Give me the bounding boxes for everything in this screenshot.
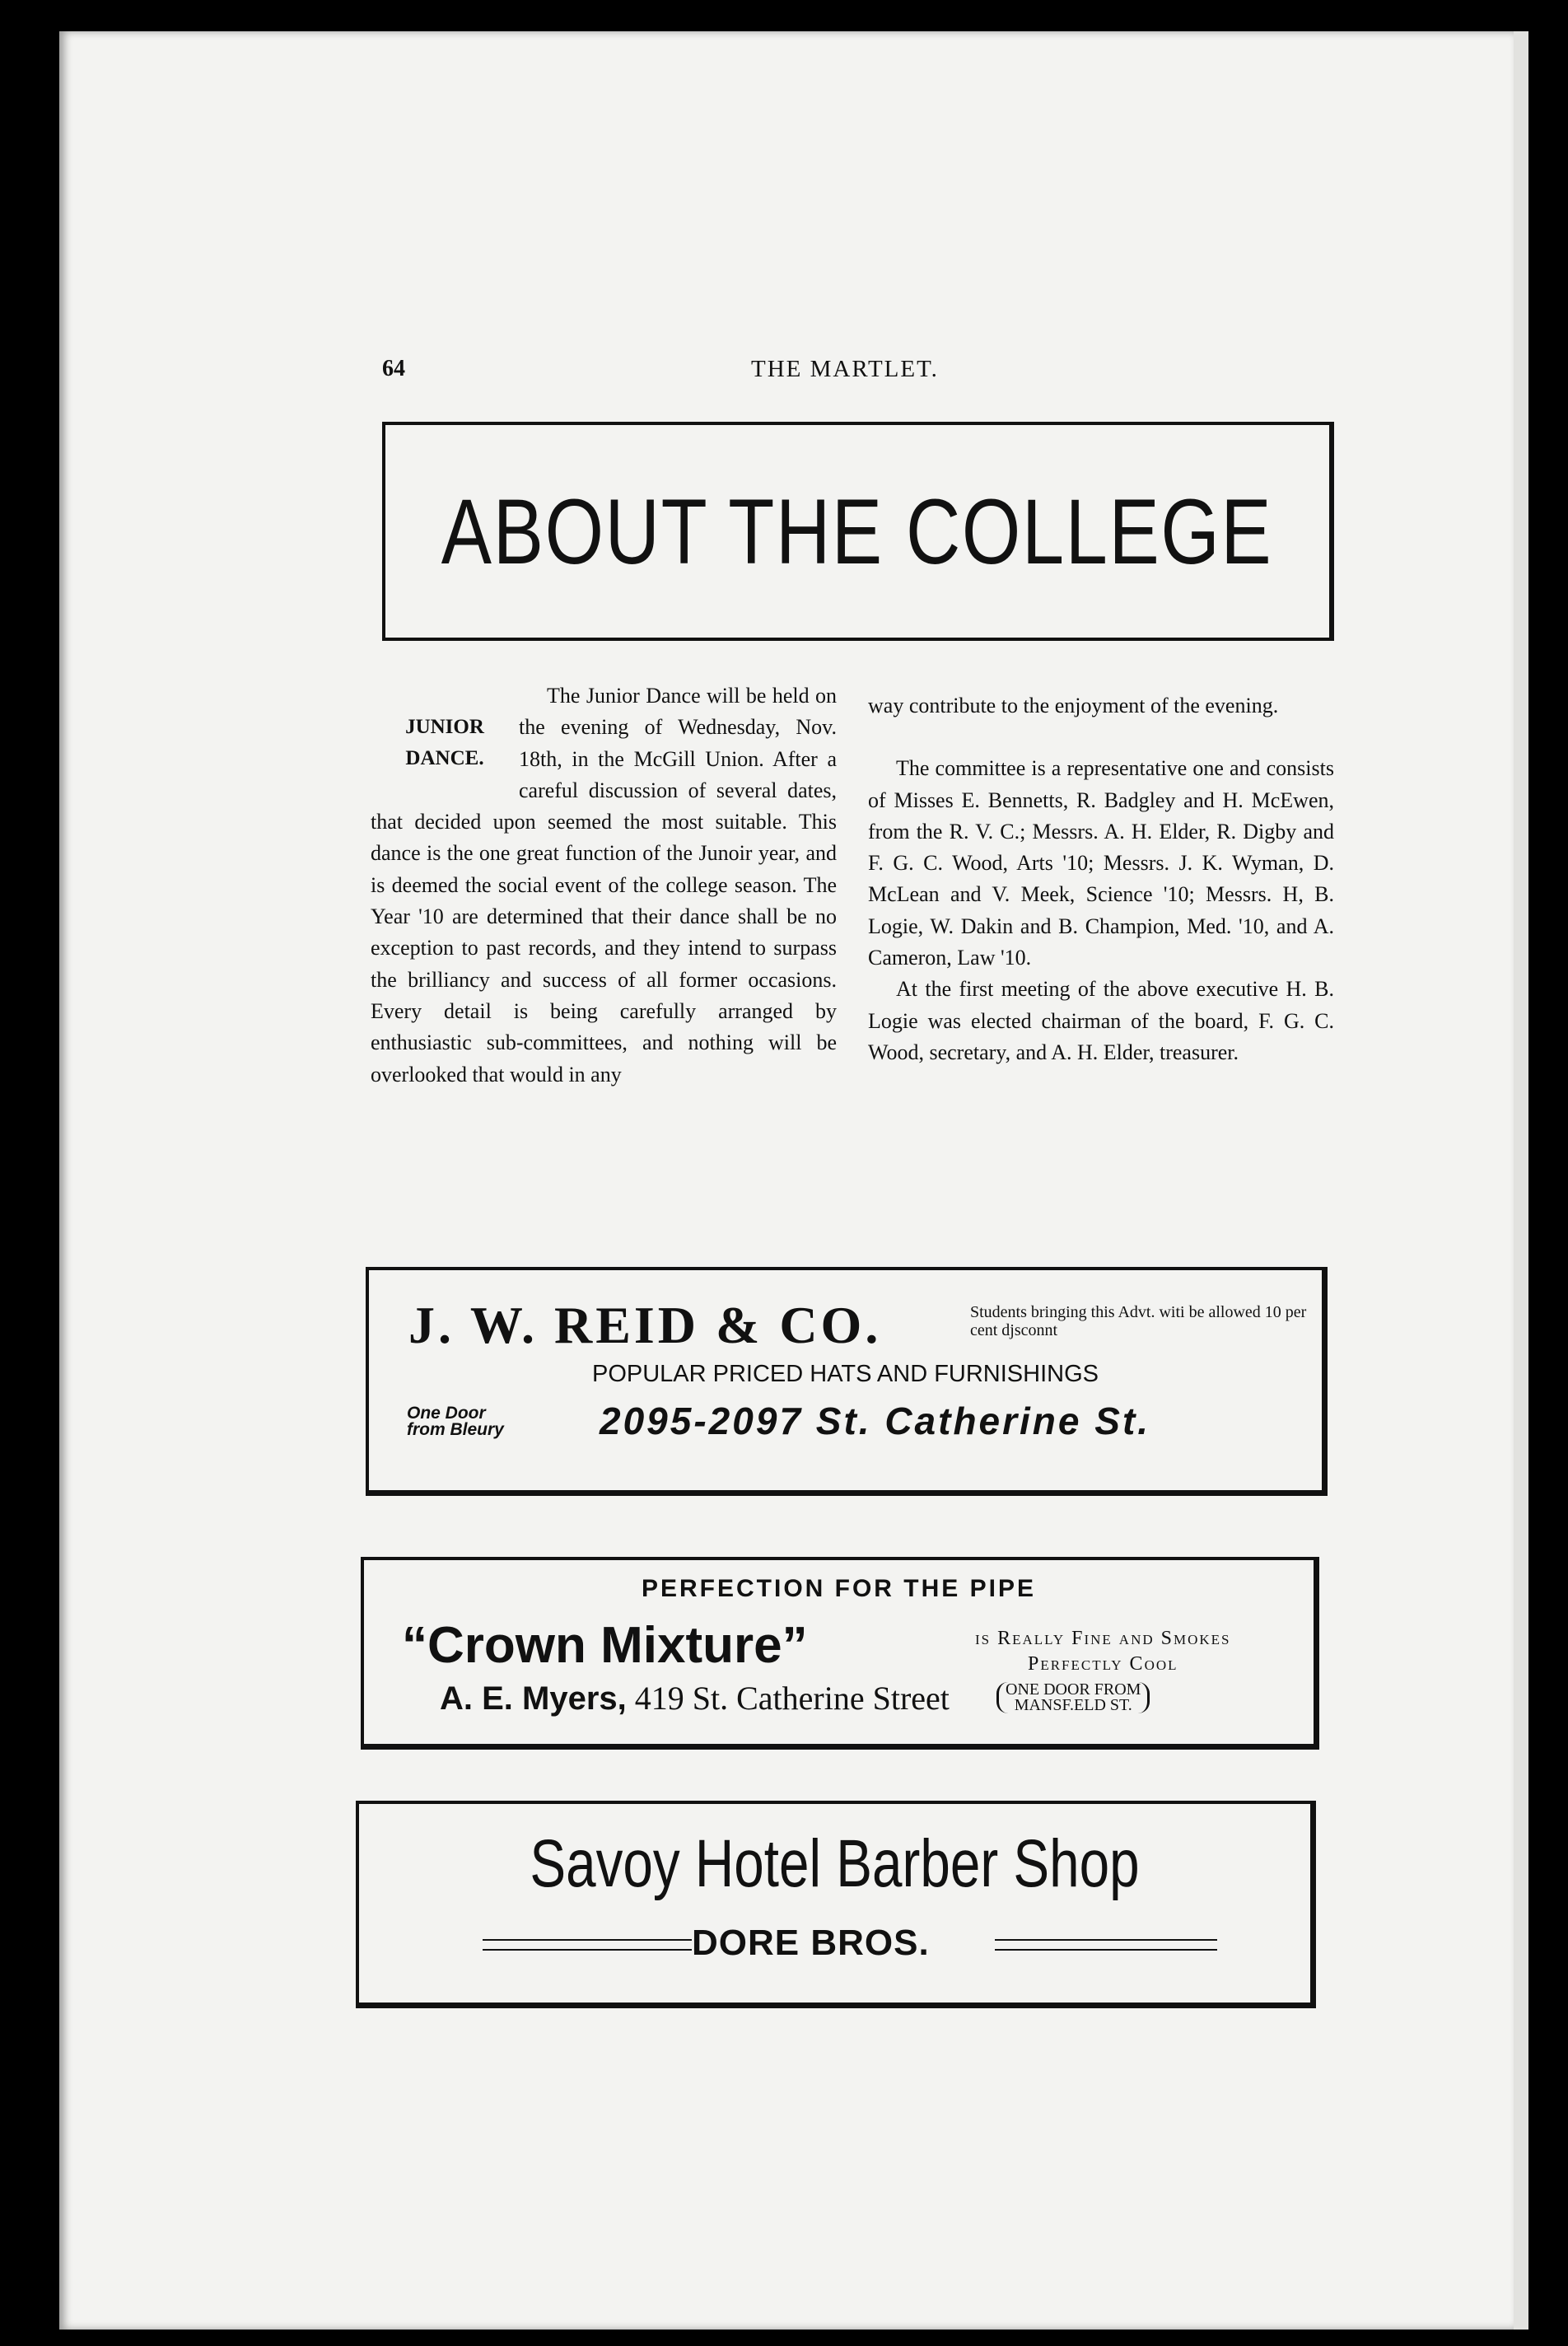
article-right-column	[868, 690, 1334, 1068]
seller-name: A. E. Myers,	[440, 1680, 627, 1717]
advertiser-name: J. W. REID & CO.	[408, 1296, 882, 1354]
location-note: ONE DOOR FROM MANSF.ELD ST.	[996, 1682, 1150, 1713]
product-name: “Crown Mixture”	[402, 1617, 808, 1674]
product-note: is Really Fine and Smokes Perfectly Cool	[975, 1628, 1231, 1675]
location-note: One Door from Bleury	[407, 1404, 504, 1439]
decorative-rule	[483, 1939, 692, 1951]
advertisement-crown-mixture	[361, 1557, 1319, 1750]
proprietors: DORE BROS.	[692, 1923, 930, 1963]
seller-address: 419 St. Catherine Street	[634, 1680, 950, 1717]
section-title: ABOUT THE COLLEGE	[441, 479, 1273, 583]
advertiser-name: Savoy Hotel Barber Shop	[530, 1826, 1140, 1901]
scan-border	[1528, 0, 1568, 2346]
article-paragraph: way contribute to the enjoyment of the evening.	[868, 694, 1279, 717]
advertisement-reid	[366, 1267, 1328, 1496]
decorative-rule	[995, 1939, 1217, 1951]
advertiser-address: 2095-2097 St. Catherine St.	[600, 1400, 1151, 1442]
ad-tagline: POPULAR PRICED HATS AND FURNISHINGS	[591, 1361, 1099, 1387]
article-left-column	[371, 680, 837, 1091]
page-sheet	[59, 31, 1514, 2330]
article-paragraph: The Junior Dance will be held on the evening of Wednesday, Nov. 18th, in the McGill Union. After a careful discussion of several dates, that decided upon seemed the most suitable. This dance is the one great function of the Junoir year, and is deemed the social event of the college season. The Year '10 are determined that their dance shall be no exception to past records, and they intend to surpass the brilliancy and success of all former occasions. Every detail is being carefully arranged by enthusiastic sub-committees, and nothing will be overlooked that would in any	[371, 684, 837, 1087]
advertisement-savoy	[356, 1801, 1316, 2008]
ad-heading: PERFECTION FOR THE PIPE	[641, 1575, 1037, 1602]
article-paragraph: At the first meeting of the above executive H. B. Logie was elected chairman of the board, F. G. C. Wood, secretary, and A. H. Elder, treasurer.	[868, 977, 1334, 1064]
section-title-box	[382, 422, 1334, 641]
seller-line	[440, 1679, 950, 1717]
article-paragraph: The committee is a representative one and consists of Misses E. Bennetts, R. Badgley and H. McEwen, from the R. V. C.; Messrs. A. H. Elder, R. Digby and F. G. C. Wood, Arts '10; Messrs. J. K. Wyman, D. McLean and V. Meek, Science '10; Messrs. H, B. Logie, W. Dakin and B. Champion, Med. '10, and A. Cameron, Law '10.	[868, 756, 1334, 970]
page-number: 64	[382, 356, 405, 381]
side-heading: JUNIOR DANCE.	[405, 716, 484, 769]
running-head: THE MARTLET.	[751, 356, 939, 382]
discount-note: Students bringing this Advt. witi be allowed 10 per cent djsconnt	[970, 1303, 1307, 1339]
facing-page-edge	[1514, 31, 1528, 2330]
